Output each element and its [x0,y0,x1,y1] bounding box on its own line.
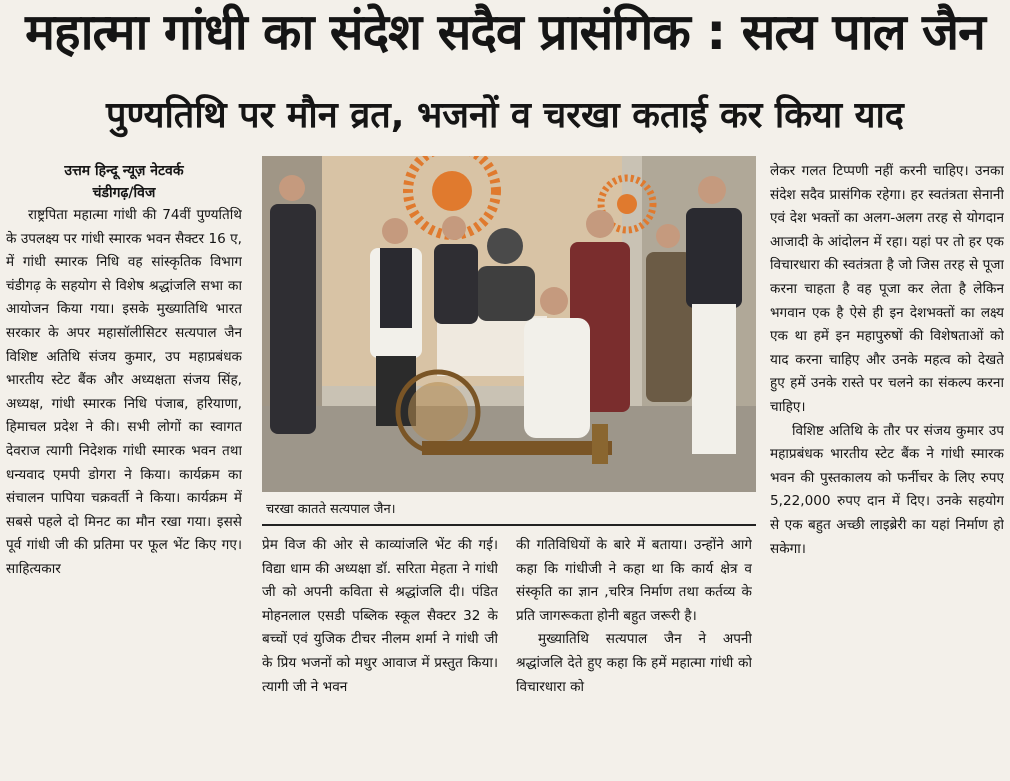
article-paragraph: विशिष्ट अतिथि के तौर पर संजय कुमार उप महाप्रबंधक भारतीय स्टेट बैंक ने गांधी स्मारक भवन की पुस्तकालय को फर्नीचर के लिए रुपए 5,22,000 रुपए दान में दिए। उनके सहयोग से एक बहुत अच्छी लाइब्रेरी का यहां निर्माण हो सकेगा। [770,422,1004,557]
article-paragraph: की गतिविधियों के बारे में बताया। उन्होंने आगे कहा कि गांधीजी ने कहा था कि कार्य क्षेत्र व संस्कृति का ज्ञान ,चरित्र निर्माण तथा कर्तव्य के प्रति जागरूकता होनी बहुत जरूरी है। [516,537,752,624]
headline: महात्मा गांधी का संदेश सदैव प्रासंगिक : सत्य पाल जैन [25,3,985,61]
article-column-2 [262,534,498,780]
article-paragraph: लेकर गलत टिप्पणी नहीं करनी चाहिए। उनका संदेश सदैव प्रासंगिक रहेगा। हर स्वतंत्रता सेनानी एवं देश भक्तों का अलग-अलग तरह से योगदान आजादी के आंदोलन में रहा। यहां पर तो हर एक विचारधारा की स्वतंत्रता है जो जिस तरह से पूजा करना चाहता है वह पूजा कर लेता है लेकिन भगवान एक है ऐसे ही इन देशभक्तों का लक्ष्य एक था हमें इन महापुरुषों की विशेषताओं को याद करना चाहिए और उनके महत्व को देखते हुए हमें उनके रास्ते पर चलने का संकल्प करना चाहिए। [770,163,1004,415]
article-column-4 [770,160,1004,780]
byline-place: चंडीगढ़/विज [92,185,156,201]
article-paragraph: राष्ट्रपिता महात्मा गांधी की 74वीं पुण्यतिथि के उपलक्ष्य पर गांधी स्मारक भवन सैक्टर 16 ए, में गांधी स्मारक निधि वह सांस्कृतिक विभाग चंडीगढ़ के सहयोग से विशेष श्रद्धांजलि सभा का आयोजन किया गया। इसके मुख्यातिथि भारत सरकार के अपर महासॉलीसिटर सत्यपाल जैन विशिष्ट अतिथि संजय कुमार, उप महाप्रबंधक भारतीय स्टेट बैंक और अध्यक्षता संजय सिंह, अध्यक्ष, गांधी स्मारक निधि पंजाब, हरियाणा, हिमाचल प्रदेश ने की। सभी लोगों का स्वागत देवराज त्यागी निदेशक गांधी स्मारक भवन तथा धन्यवाद एमपी डोगरा ने किया। कार्यक्रम का संचालन पापिया चक्रवर्ती ने किया। कार्यक्रम में सबसे पहले दो मिनट का मौन रखा गया। इससे पूर्व गांधी जी की प्रतिमा पर फूल भेंट किए गए। साहित्यकार [6,207,242,577]
event-photo-illustration [262,156,756,492]
subheadline: पुण्यतिथि पर मौन व्रत, भजनों व चरखा कताई कर किया याद [106,95,904,136]
byline-agency: उत्तम हिन्दू न्यूज़ नेटवर्क [64,163,184,179]
article-paragraph: प्रेम विज की ओर से काव्यांजलि भेंट की गई। विद्या धाम की अध्यक्षा डॉ. सरिता मेहता ने गांधी जी को अपनी कविता से श्रद्धांजलि दी। पंडित मोहनलाल एसडी पब्लिक स्कूल सैक्टर 32 के बच्चों एवं युजिक टीचर नीलम शर्मा ने गांधी जी के प्रिय भजनों को मधुर आवाज में प्रस्तुत किया। त्यागी जी ने भवन [262,537,498,695]
caption-divider [262,524,756,526]
article-column-3 [516,534,752,780]
article-paragraph: मुख्यातिथि सत्यपाल जैन ने अपनी श्रद्धांजलि देते हुए कहा कि हमें महात्मा गांधी को विचारधारा को [516,631,752,695]
photo-caption: चरखा कातते सत्यपाल जैन। [266,502,396,517]
news-photo [262,156,756,492]
article-column-1 [6,160,242,780]
